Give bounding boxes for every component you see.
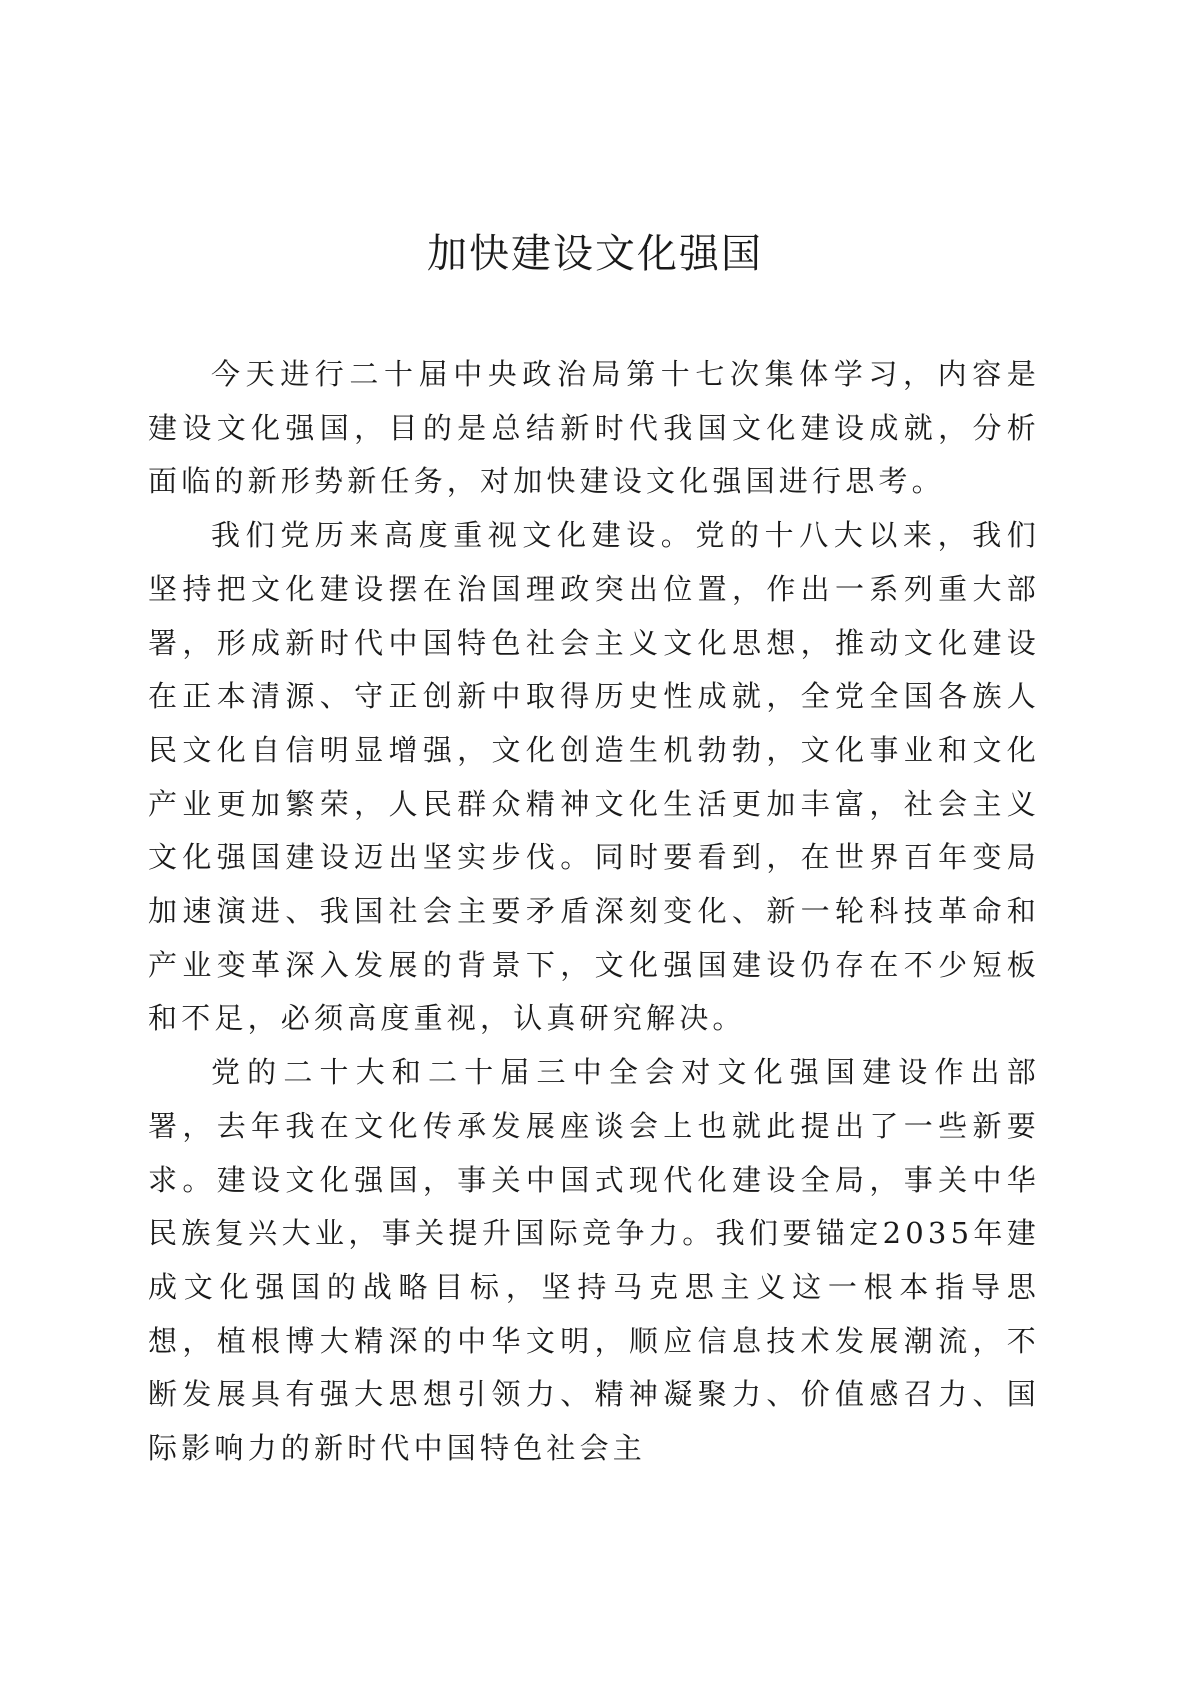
paragraph-3: 党的二十大和二十届三中全会对文化强国建设作出部署，去年我在文化传承发展座谈会上也就此提出了一些新要求。建设文化强国，事关中国式现代化建设全局，事关中华民族复兴大业，事关提升国际竞争力。我们要锚定2035年建成文化强国的战略目标，坚持马克思主义这一根本指导思想，植根博大精深的中华文明，顺应信息技术发展潮流，不断发展具有强大思想引领力、精神凝聚力、价值感召力、国际影响力的新时代中国特色社会主 (148, 1055, 1040, 1466)
paragraph-1: 今天进行二十届中央政治局第十七次集体学习，内容是建设文化强国，目的是总结新时代我国文化建设成就，分析面临的新形势新任务，对加快建设文化强国进行思考。 (148, 357, 1040, 499)
document-body (148, 348, 1040, 1476)
document-title: 加快建设文化强国 (427, 231, 763, 277)
paragraph-2: 我们党历来高度重视文化建设。党的十八大以来，我们坚持把文化建设摆在治国理政突出位置，作出一系列重大部署，形成新时代中国特色社会主义文化思想，推动文化建设在正本清源、守正创新中取得历史性成就，全党全国各族人民文化自信明显增强，文化创造生机勃勃，文化事业和文化产业更加繁荣，人民群众精神文化生活更加丰富，社会主义文化强国建设迈出坚实步伐。同时要看到，在世界百年变局加速演进、我国社会主要矛盾深刻变化、新一轮科技革命和产业变革深入发展的背景下，文化强国建设仍存在不少短板和不足，必须高度重视，认真研究解决。 (148, 518, 1040, 1036)
